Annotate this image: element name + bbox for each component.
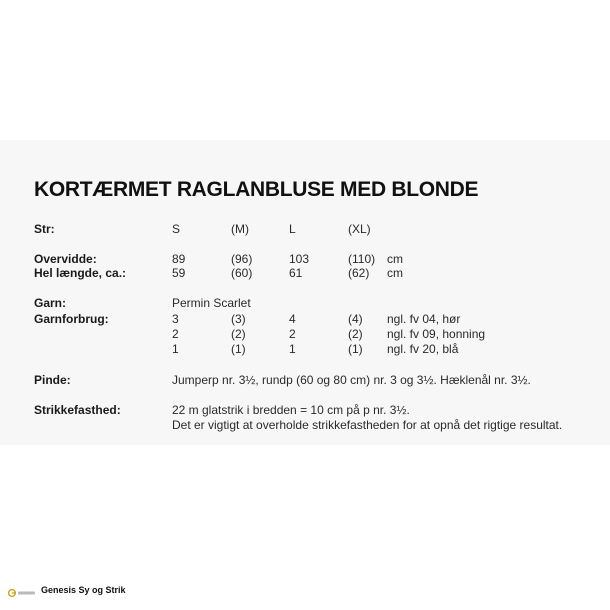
overvidde-l: 103: [289, 252, 310, 266]
yarn-value: Permin Scarlet: [172, 296, 251, 310]
size-label: Str:: [34, 222, 55, 236]
length-label: Hel længde, ca.:: [34, 266, 127, 280]
yarn-usage-cell: 3: [172, 312, 179, 326]
yarn-usage-cell: 1: [289, 342, 296, 356]
yarn-usage-cell: 2: [289, 327, 296, 341]
genesis-logo: [8, 588, 36, 598]
overvidde-xl: (110): [348, 252, 376, 266]
genesis-logo-mark: [8, 588, 36, 598]
gauge-line-1: 22 m glatstrik i bredden = 10 cm på p nr. 3½.: [172, 403, 410, 417]
length-l: 61: [289, 266, 303, 280]
length-m: (60): [231, 266, 253, 280]
yarn-usage-cell: (1): [231, 342, 246, 356]
yarn-color-note: ngl. fv 20, blå: [387, 342, 459, 356]
needles-value: Jumperp nr. 3½, rundp (60 og 80 cm) nr. 3 og 3½. Hæklenål nr. 3½.: [172, 373, 531, 387]
yarn-color-note: ngl. fv 04, hør: [387, 312, 461, 326]
overvidde-unit: cm: [387, 252, 403, 266]
length-unit: cm: [387, 266, 403, 280]
overvidde-s: 89: [172, 252, 186, 266]
yarn-usage-label: Garnforbrug:: [34, 312, 109, 326]
gauge-line-2: Det er vigtigt at overholde strikkefastheden for at opnå det rigtige resultat.: [172, 418, 563, 432]
yarn-usage-cell: (4): [348, 312, 363, 326]
yarn-usage-cell: (2): [348, 327, 363, 341]
yarn-usage-cell: (3): [231, 312, 246, 326]
yarn-usage-cell: (1): [348, 342, 363, 356]
size-xl: (XL): [348, 222, 371, 236]
length-s: 59: [172, 266, 186, 280]
footer-brand-text: Genesis Sy og Strik: [41, 585, 126, 595]
overvidde-m: (96): [231, 252, 253, 266]
size-l: L: [289, 222, 296, 236]
size-m: (M): [231, 222, 249, 236]
yarn-label: Garn:: [34, 296, 67, 310]
yarn-usage-cell: (2): [231, 327, 246, 341]
size-s: S: [172, 222, 181, 236]
length-xl: (62): [348, 266, 370, 280]
yarn-usage-cell: 4: [289, 312, 296, 326]
gauge-label: Strikkefasthed:: [34, 403, 121, 417]
yarn-usage-cell: 1: [172, 342, 179, 356]
yarn-color-note: ngl. fv 09, honning: [387, 327, 486, 341]
page-title: KORTÆRMET RAGLANBLUSE MED BLONDE: [34, 178, 479, 201]
overvidde-label: Overvidde:: [34, 252, 97, 266]
yarn-usage-cell: 2: [172, 327, 179, 341]
needles-label: Pinde:: [34, 373, 71, 387]
